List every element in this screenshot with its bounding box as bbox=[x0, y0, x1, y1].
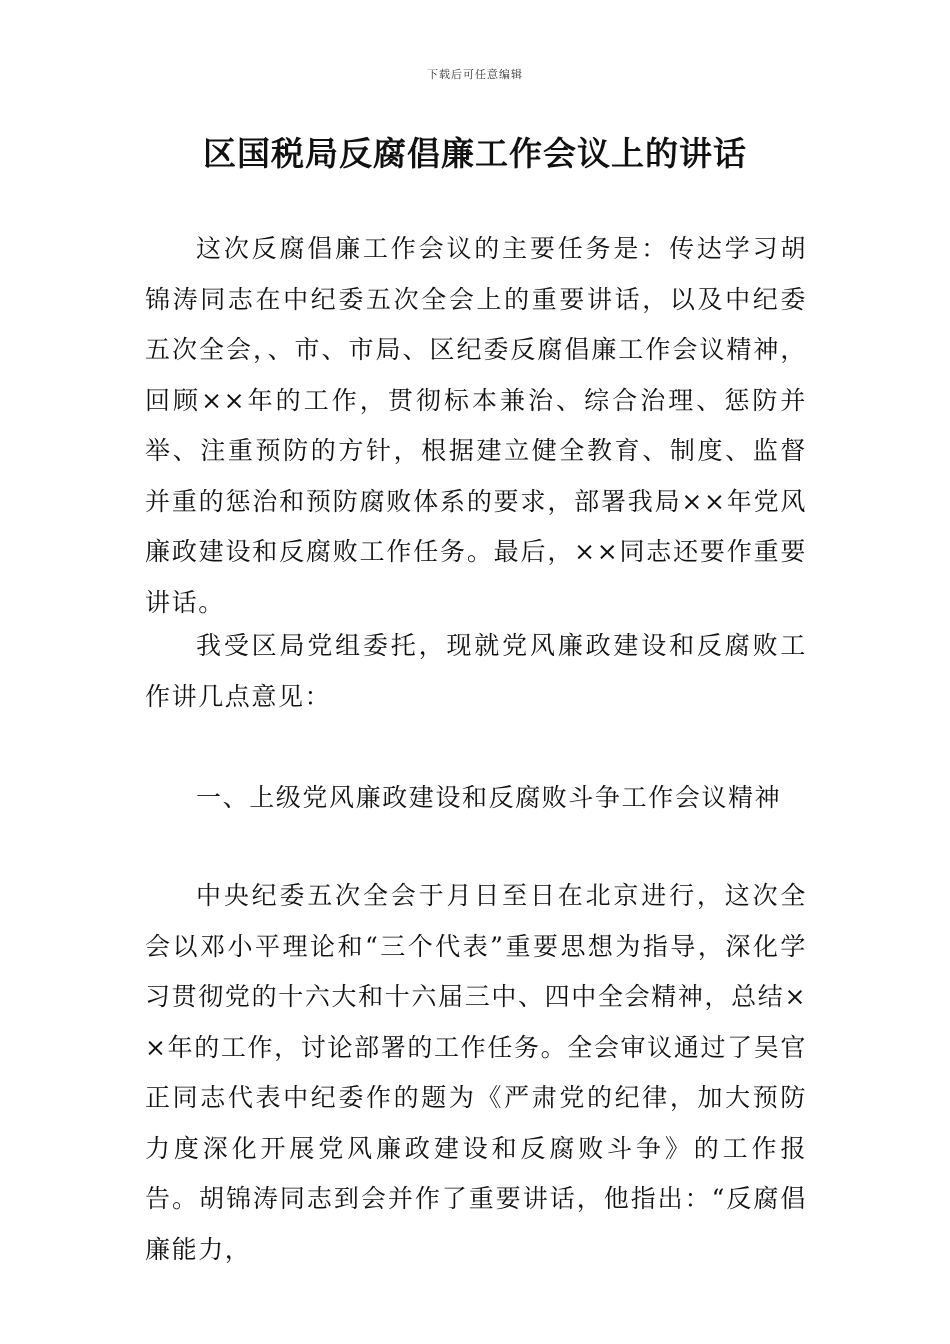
paragraph-commission: 我受区局党组委托，现就党风廉政建设和反腐败工作讲几点意见： bbox=[145, 631, 807, 711]
paragraph-central-commission: 中央纪委五次全会于月日至日在北京进行，这次全会以邓小平理论和“三个代表”重要思想为指导，深化学习贯彻党的十六大和十六届三中、四中全会精神，总结××年的工作，讨论部署的工作任务。全会审议通过了吴官正同志代表中纪委作的题为《严肃党的纪律，加大预防力度深化开展党风廉政建设和反腐败斗争》的工作报告。胡锦涛同志到会并作了重要讲话，他指出：“反腐倡廉能力， bbox=[145, 881, 807, 1264]
header-note: 下载后可任意编辑 bbox=[427, 68, 523, 81]
section-heading-one: 一、上级党风廉政建设和反腐败斗争工作会议精神 bbox=[196, 783, 782, 812]
document-title: 区国税局反腐倡廉工作会议上的讲话 bbox=[203, 134, 747, 173]
paragraph-intro: 这次反腐倡廉工作会议的主要任务是：传达学习胡锦涛同志在中纪委五次全会上的重要讲话，以及中纪委五次全会，、市、市局、区纪委反腐倡廉工作会议精神，回顾××年的工作，贯彻标本兼治、综合治理、惩防并举、注重预防的方针，根据建立健全教育、制度、监督并重的惩治和预防腐败体系的要求，部署我局××年党风廉政建设和反腐败工作任务。最后，××同志还要作重要讲话。 bbox=[145, 234, 807, 617]
